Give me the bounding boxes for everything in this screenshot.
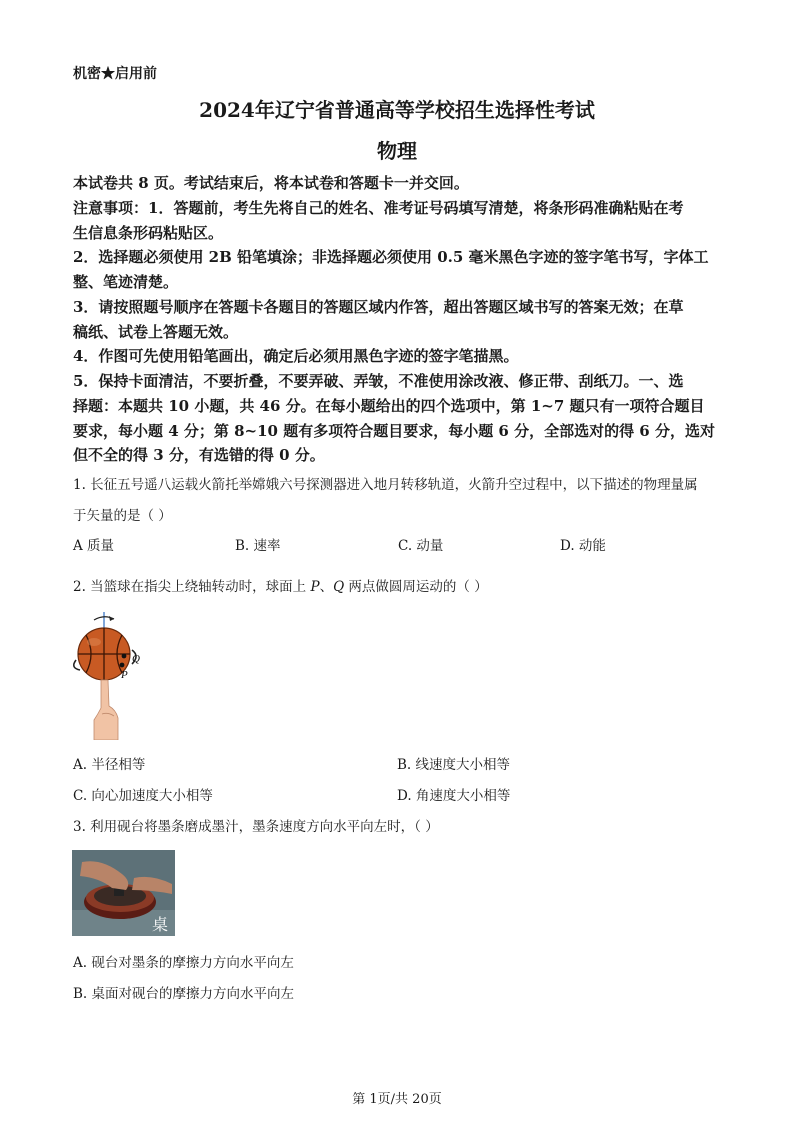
confidential-mark: 机密★启用前: [73, 66, 157, 82]
q1-option-c[interactable]: C. 动量: [398, 538, 444, 554]
table-label: 桌: [152, 915, 169, 934]
inkstone-illustration: [72, 850, 175, 936]
q2-option-b[interactable]: B. 线速度大小相等: [397, 757, 511, 773]
q1-option-b[interactable]: B. 速率: [235, 538, 281, 554]
q1-option-a[interactable]: A 质量: [73, 538, 115, 554]
subject-title: 物理: [377, 139, 417, 163]
question-2-stem: 2. 当篮球在指尖上绕轴转动时，球面上 P、Q 两点做圆周运动的（ ）: [73, 579, 488, 595]
instruction-line: 5．保持卡面清洁，不要折叠，不要弄破、弄皱，不准使用涂改液、修正带、刮纸刀。一、选: [73, 372, 684, 390]
instruction-line: 整、笔迹清楚。: [73, 273, 179, 291]
basketball-figure: [72, 610, 152, 740]
question-1-stem-line2: 于矢量的是（ ）: [73, 508, 172, 524]
q2-option-d[interactable]: D. 角速度大小相等: [397, 788, 511, 804]
instruction-line: 择题：本题共 10 小题，共 46 分。在每小题给出的四个选项中，第 1~7 题只有一项符合题目: [73, 397, 705, 415]
instruction-line: 但不全的得 3 分，有选错的得 0 分。: [73, 446, 325, 464]
instruction-line: 2．选择题必须使用 2B 铅笔填涂；非选择题必须使用 0.5 毫米黑色字迹的签字笔书写，字体工: [73, 248, 709, 266]
q3-option-b[interactable]: B. 桌面对砚台的摩擦力方向水平向左: [73, 986, 295, 1002]
page-number: 第 1页/共 20页: [352, 1092, 442, 1107]
question-3-stem: 3. 利用砚台将墨条磨成墨汁，墨条速度方向水平向左时，（ ）: [73, 819, 439, 835]
q2-option-c[interactable]: C. 向心加速度大小相等: [73, 788, 213, 804]
q1-option-d[interactable]: D. 动能: [560, 538, 606, 554]
instruction-line: 4．作图可先使用铅笔画出，确定后必须用黑色字迹的签字笔描黑。: [73, 347, 519, 365]
instruction-line: 本试卷共 8 页。考试结束后，将本试卷和答题卡一并交回。: [73, 174, 469, 192]
spinning-basketball-illustration: [72, 610, 152, 740]
inkstone-photo: [72, 850, 175, 936]
instruction-line: 注意事项：1．答题前，考生先将自己的姓名、准考证号码填写清楚，将条形码准确粘贴在考: [73, 199, 684, 217]
exam-title: 2024年辽宁省普通高等学校招生选择性考试: [199, 98, 595, 122]
instruction-line: 3．请按照题号顺序在答题卡各题目的答题区域内作答，超出答题区域书写的答案无效；在草: [73, 298, 684, 316]
instruction-line: 要求，每小题 4 分；第 8~10 题有多项符合题目要求，每小题 6 分，全部选对的得 6 分，选对: [73, 422, 715, 440]
point-p-label: P: [121, 669, 128, 681]
q3-option-a[interactable]: A. 砚台对墨条的摩擦力方向水平向左: [73, 955, 294, 971]
question-1-stem-line1: 1. 长征五号遥八运载火箭托举嫦娥六号探测器进入地月转移轨道，火箭升空过程中，以下描述的物理量属: [73, 477, 698, 493]
instruction-line: 生信息条形码粘贴区。: [73, 224, 224, 242]
q2-option-a[interactable]: A. 半径相等: [73, 757, 146, 773]
instruction-line: 稿纸、试卷上答题无效。: [73, 323, 239, 341]
point-q-label: Q: [132, 653, 140, 665]
